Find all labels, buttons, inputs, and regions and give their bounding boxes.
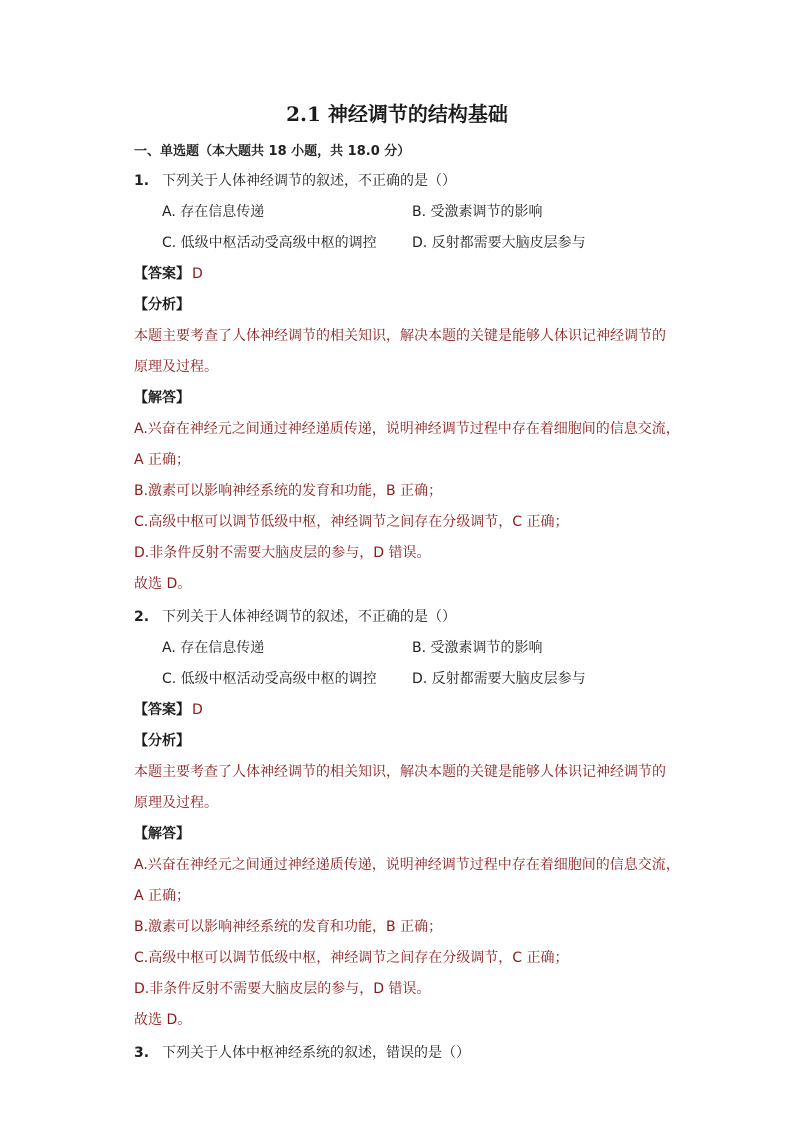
solution-line: A 正确； (134, 888, 191, 904)
answer-label (134, 700, 203, 720)
solution-label: 【解答】 (134, 826, 190, 842)
section-heading: 一、单选题（本大题共 18 小题，共 18.0 分） (134, 144, 411, 159)
page-title: 2.1 神经调节的结构基础 (286, 102, 508, 126)
conclusion: 故选 D。 (134, 576, 192, 592)
question-stem: 下列关于人体神经调节的叙述，不正确的是（） (162, 173, 456, 189)
analysis-text: 原理及过程。 (134, 795, 218, 811)
option-b: B. 受激素调节的影响 (412, 204, 543, 220)
option-a: A. 存在信息传递 (162, 640, 265, 656)
solution-line: D.非条件反射不需要大脑皮层的参与，D 错误。 (134, 545, 431, 561)
analysis-text: 本题主要考查了人体神经调节的相关知识，解决本题的关键是能够人体识记神经调节的 (134, 328, 666, 344)
analysis-text: 原理及过程。 (134, 359, 218, 375)
solution-line: B.激素可以影响神经系统的发育和功能，B 正确； (134, 919, 443, 935)
solution-line: D.非条件反射不需要大脑皮层的参与，D 错误。 (134, 981, 431, 997)
question-number: 3. (134, 1045, 150, 1061)
answer-label (134, 264, 203, 284)
solution-line: A.兴奋在神经元之间通过神经递质传递，说明神经调节过程中存在着细胞间的信息交流， (134, 857, 680, 873)
analysis-text: 本题主要考查了人体神经调节的相关知识，解决本题的关键是能够人体识记神经调节的 (134, 764, 666, 780)
option-c: C. 低级中枢活动受高级中枢的调控 (162, 671, 377, 687)
solution-line: A.兴奋在神经元之间通过神经递质传递，说明神经调节过程中存在着细胞间的信息交流， (134, 421, 680, 437)
option-d: D. 反射都需要大脑皮层参与 (412, 235, 586, 251)
question-number: 1. (134, 173, 150, 189)
solution-line: C.高级中枢可以调节低级中枢，神经调节之间存在分级调节，C 正确； (134, 514, 569, 530)
analysis-label: 【分析】 (134, 733, 190, 749)
option-b: B. 受激素调节的影响 (412, 640, 543, 656)
answer-value: D (192, 266, 203, 282)
option-a: A. 存在信息传递 (162, 204, 265, 220)
solution-label: 【解答】 (134, 390, 190, 406)
solution-line: A 正确； (134, 452, 191, 468)
answer-label-text: 【答案】 (134, 266, 190, 282)
solution-line: C.高级中枢可以调节低级中枢，神经调节之间存在分级调节，C 正确； (134, 950, 569, 966)
option-d: D. 反射都需要大脑皮层参与 (412, 671, 586, 687)
solution-line: B.激素可以影响神经系统的发育和功能，B 正确； (134, 483, 443, 499)
analysis-label: 【分析】 (134, 297, 190, 313)
answer-value: D (192, 702, 203, 718)
conclusion: 故选 D。 (134, 1012, 192, 1028)
answer-label-text: 【答案】 (134, 702, 190, 718)
question-number: 2. (134, 609, 150, 625)
question-stem: 下列关于人体神经调节的叙述，不正确的是（） (162, 609, 456, 625)
question-stem: 下列关于人体中枢神经系统的叙述，错误的是（） (162, 1045, 470, 1061)
option-c: C. 低级中枢活动受高级中枢的调控 (162, 235, 377, 251)
